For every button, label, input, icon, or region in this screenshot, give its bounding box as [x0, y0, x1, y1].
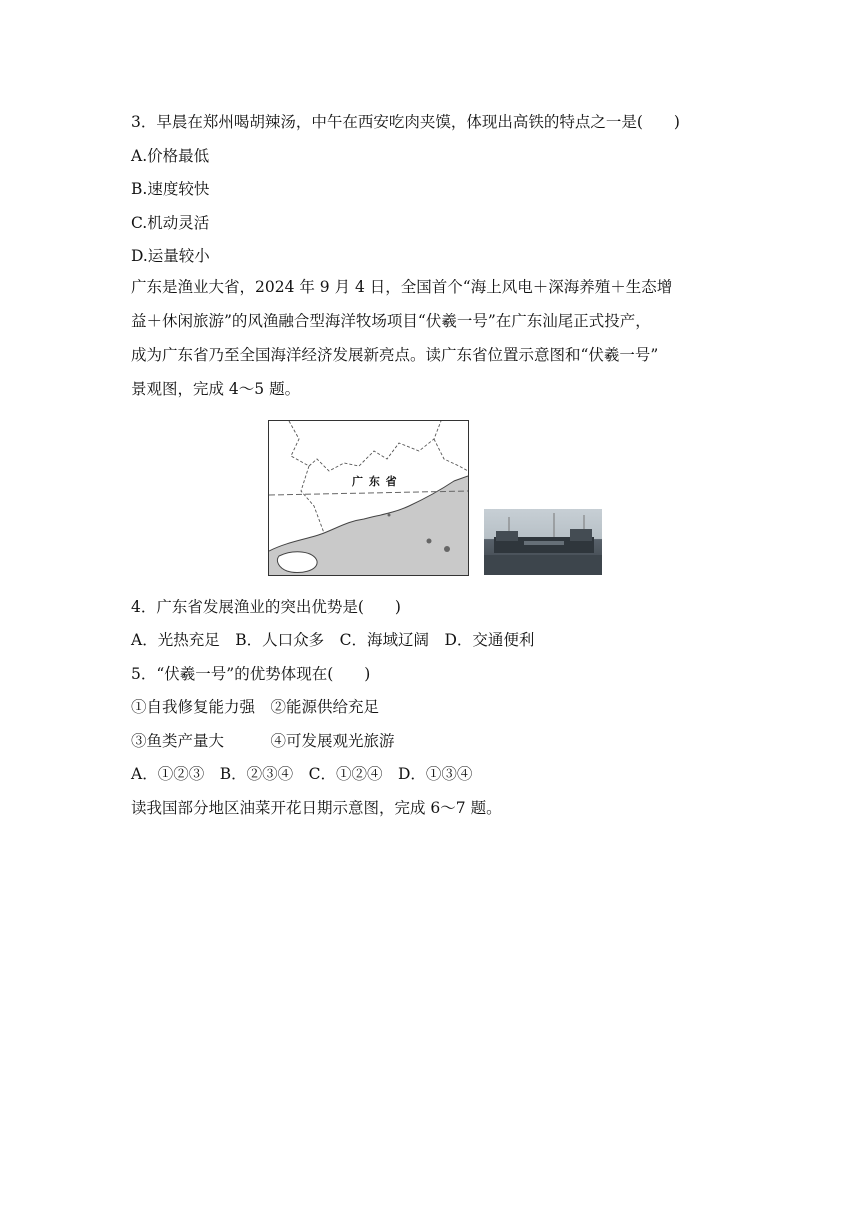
map-drawing [269, 421, 468, 575]
province-border [289, 421, 441, 471]
island-dot [388, 514, 391, 517]
question-3-option-c: C.机动灵活 [131, 214, 210, 232]
province-border [301, 466, 324, 533]
photo-drawing [484, 509, 602, 575]
question-5-stem: 5．“伏羲一号”的优势体现在( ) [131, 665, 371, 683]
island-dot [444, 546, 450, 552]
intro-line: 益＋休闲旅游”的风渔融合型海洋牧场项目“伏羲一号”在广东汕尾正式投产， [131, 312, 651, 330]
question-5-items-row-2: ③鱼类产量大 ④可发展观光旅游 [131, 732, 395, 750]
guangdong-location-map [268, 420, 469, 576]
intro-6-7: 读我国部分地区油菜开花日期示意图，完成 6～7 题。 [131, 799, 502, 817]
question-3-option-b: B.速度较快 [131, 180, 210, 198]
question-3-stem: 3．早晨在郑州喝胡辣汤，中午在西安吃肉夹馍，体现出高铁的特点之一是( ) [131, 113, 680, 131]
hainan-island [277, 552, 317, 573]
question-3-option-a: A.价格最低 [131, 147, 210, 165]
province-border [434, 439, 468, 471]
intro-line: 成为广东省乃至全国海洋经济发展新亮点。读广东省位置示意图和“伏羲一号” [131, 346, 659, 364]
question-5-options: A．①②③ B．②③④ C．①②④ D．①③④ [131, 765, 473, 783]
question-3-option-d: D.运量较小 [131, 247, 210, 265]
intro-paragraph-4-5 [131, 270, 741, 406]
question-4-options: A．光热充足 B．人口众多 C．海域辽阔 D．交通便利 [131, 631, 535, 649]
island-dot [427, 539, 432, 544]
intro-line: 景观图，完成 4～5 题。 [131, 380, 301, 398]
question-5-items-row-1: ①自我修复能力强 ②能源供给充足 [131, 698, 380, 716]
intro-line: 广东是渔业大省，2024 年 9 月 4 日，全国首个“海上风电＋深海养殖＋生态增 [131, 278, 673, 296]
fuxi-one-scenery-photo [484, 509, 602, 575]
question-4-stem: 4．广东省发展渔业的突出优势是( ) [131, 598, 401, 616]
map-label: 广 东 省 [352, 475, 398, 488]
